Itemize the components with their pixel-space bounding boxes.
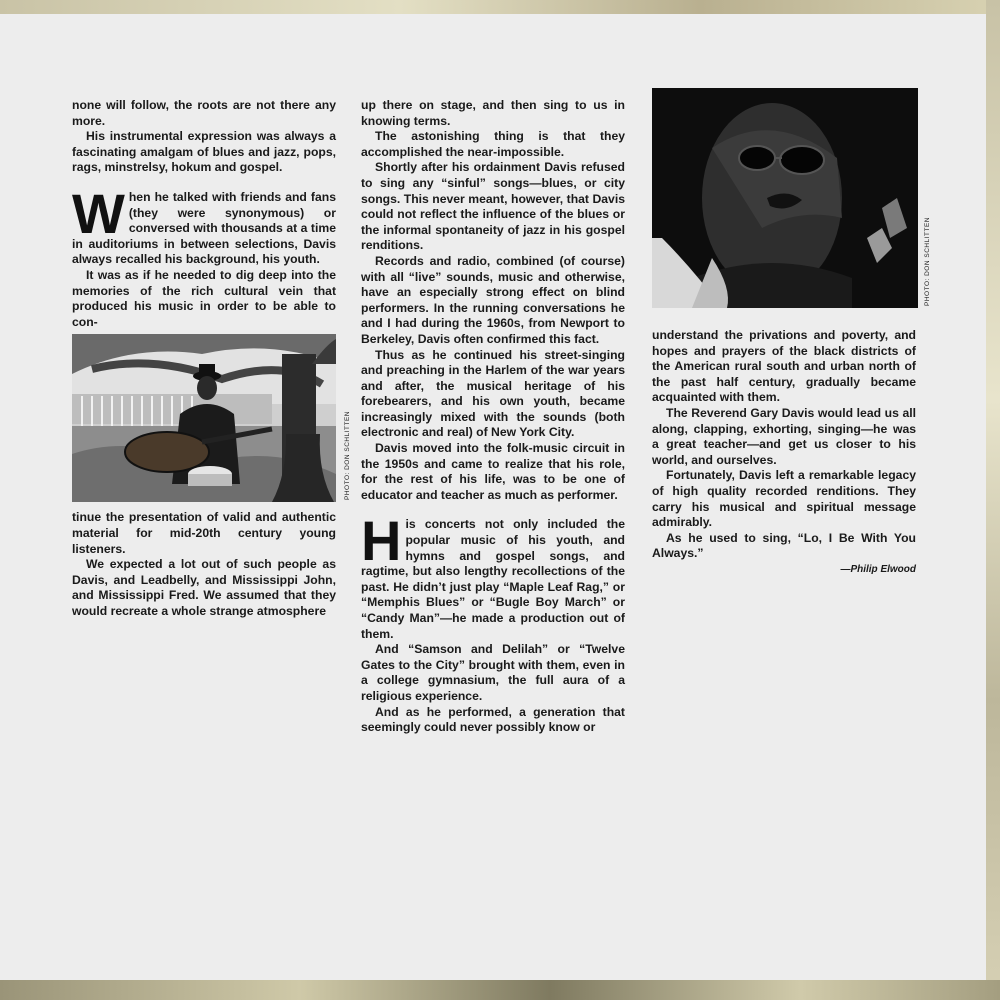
paragraph	[72, 181, 336, 268]
guitar-player-photo	[72, 334, 336, 502]
paragraph	[361, 509, 625, 642]
paragraph: Shortly after his ordainment Davis refused to sing any “sinful” songs—blues, or city songs. This never meant, however, that Davis could not reflect the influence of the blues or the informal spontaneity of jazz in his gospel renditions.	[361, 160, 625, 253]
sleeve-edge-bottom	[0, 980, 1000, 1000]
paragraph: His instrumental expression was always a fascinating amalgam of blues and jazz, pops, rags, minstrelsy, hokum and gospel.	[72, 129, 336, 175]
sleeve-edge-right	[986, 0, 1000, 1000]
text-column-2	[361, 98, 625, 736]
paragraph: Records and radio, combined (of course) with all “live” sounds, music and otherwise, have an especially strong effect on blind performers. In the running conversations he and I had during the 1960s, from Newport to Berkeley, Davis often confirmed this fact.	[361, 253, 625, 346]
paragraph: tinue the presentation of valid and authentic material for mid-20th century young listeners.	[72, 510, 336, 556]
paragraph: none will follow, the roots are not there any more.	[72, 98, 336, 128]
photo-guitar-player	[72, 334, 351, 502]
paragraph: Fortunately, Davis left a remarkable legacy of high quality recorded renditions. They carry his musical and spiritual message admirably.	[652, 468, 916, 530]
liner-notes-page	[0, 14, 986, 980]
paragraph: It was as if he needed to dig deep into the memories of the rich cultural vein that produced his music in order to be able to con-	[72, 267, 336, 329]
paragraph: Davis moved into the folk-music circuit in the 1950s and came to realize that his role, for the rest of his life, was to be one of educator and teacher as much as performer.	[361, 441, 625, 502]
sleeve-edge-top	[0, 0, 1000, 14]
author-signature: —Philip Elwood	[840, 563, 916, 575]
paragraph: As he used to sing, “Lo, I Be With You Always.”	[652, 530, 916, 561]
photo-portrait	[652, 88, 931, 308]
drop-cap: W	[72, 181, 125, 245]
paragraph: Thus as he continued his street-singing and preaching in the Harlem of the war years and after, the musical heritage of his forebearers, and his own youth, became increasingly mixed with the sounds (both electronic and real) of New York City.	[361, 347, 625, 440]
paragraph: And “Samson and Delilah” or “Twelve Gates to the City” brought with them, even in a college gymnasium, the full aura of a religious experience.	[361, 642, 625, 703]
paragraph-text: hen he talked with friends and fans (they were synonymous) or conversed with thousands at a time in auditoriums in between selections, Davis always recalled his background, his youth.	[72, 189, 336, 267]
portrait-photo	[652, 88, 918, 308]
paragraph: The astonishing thing is that they accomplished the near-impossible.	[361, 129, 625, 159]
drop-cap: H	[361, 509, 402, 573]
text-column-1	[72, 98, 351, 619]
text-column-3	[652, 328, 916, 578]
paragraph: We expected a lot out of such people as Davis, and Leadbelly, and Mississippi John, and Mississippi Fred. We assumed that they would recreate a whole strange atmosphere	[72, 557, 336, 618]
photo-credit: PHOTO: DON SCHLITTEN	[344, 411, 351, 501]
paragraph: The Reverend Gary Davis would lead us all along, clapping, exhorting, singing—he was a great teacher—and get us closer to his world, and ourselves.	[652, 405, 916, 467]
paragraph-text: is concerts not only included the popular music of his youth, and hymns and gospel songs, and ragtime, but also lengthy recollections of the past. He didn’t just play “Maple Leaf Rag,” or “Memphis Blues” or “Bugle Boy March” or “Candy Man”—he made a production out of them.	[361, 517, 625, 641]
paragraph: up there on stage, and then sing to us in knowing terms.	[361, 98, 625, 128]
paragraph: And as he performed, a generation that seemingly could never possibly know or	[361, 704, 625, 735]
photo-credit: PHOTO: DON SCHLITTEN	[924, 217, 931, 306]
paragraph: understand the privations and poverty, and hopes and prayers of the black districts of the American rural south and urban north of the past half century, gradually became acquainted with them.	[652, 328, 916, 405]
